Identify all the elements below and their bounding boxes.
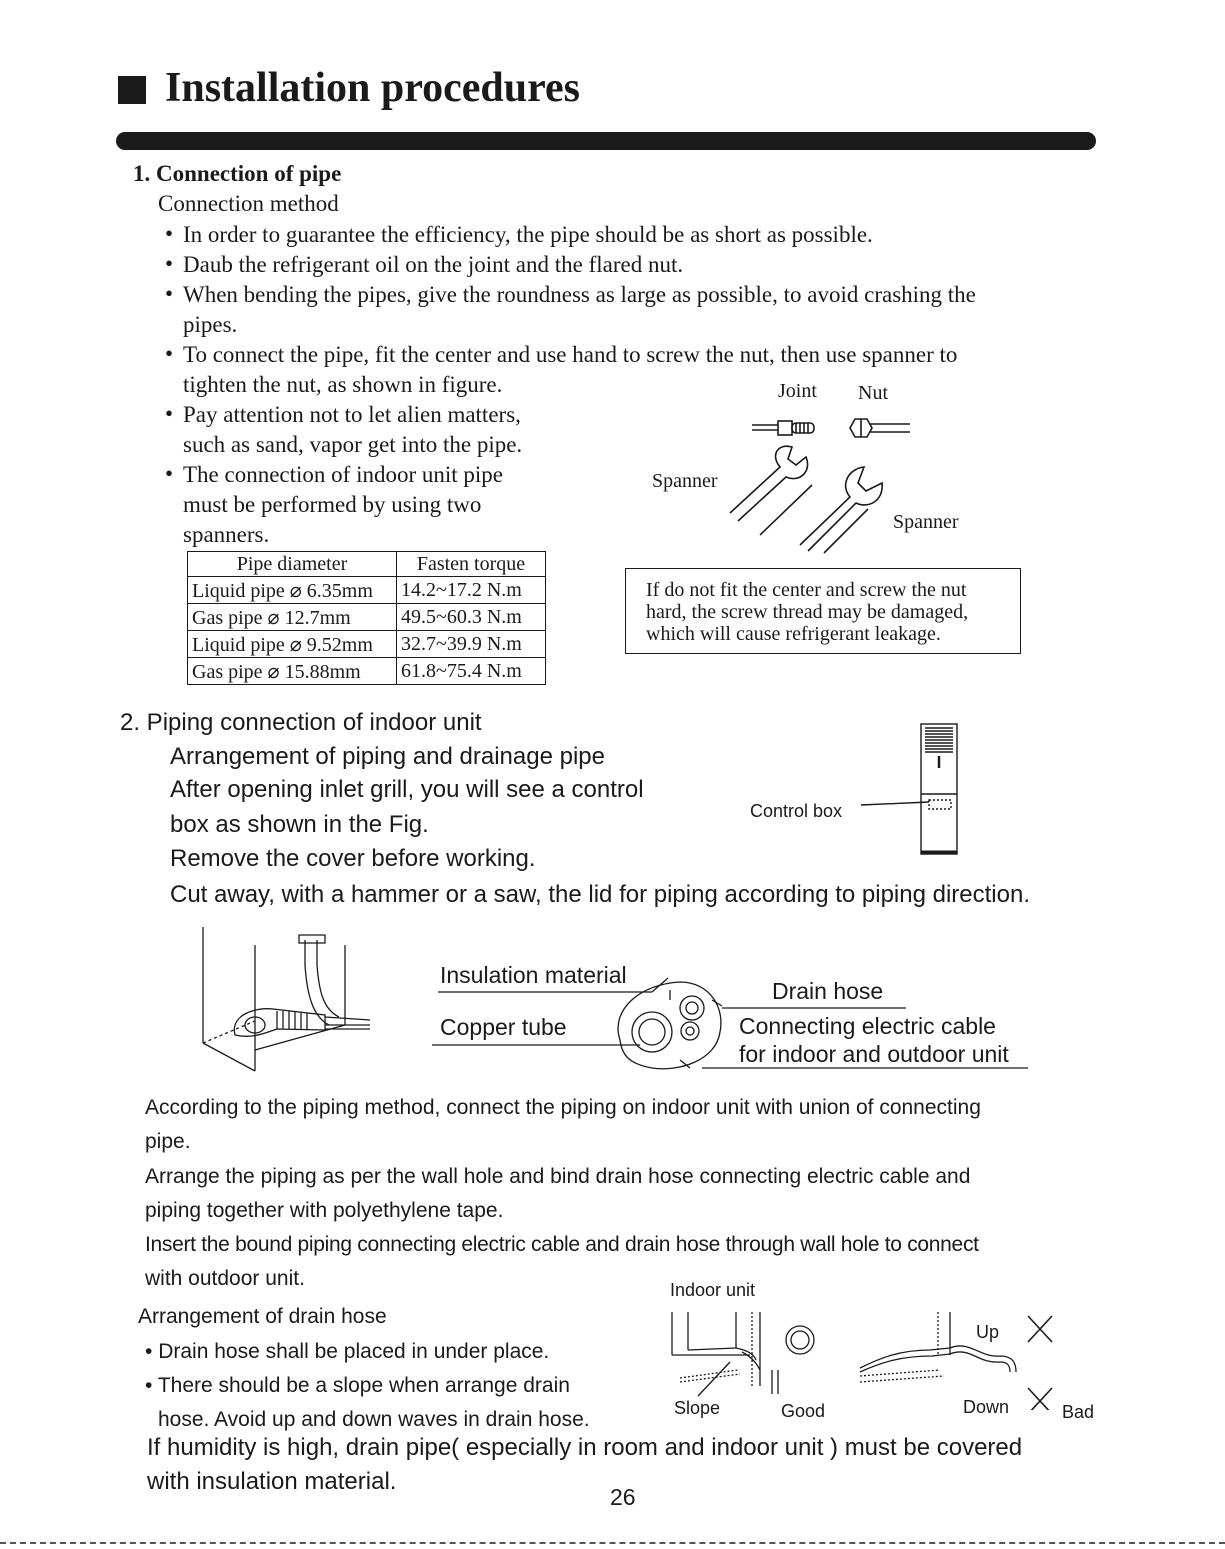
paragraph-line: Insert the bound piping connecting electric cable and drain hose through wall hole to connect	[145, 1233, 979, 1256]
warning-line: hard, the screw thread may be damaged,	[646, 601, 969, 623]
spanner-left-label: Spanner	[652, 470, 718, 492]
joint-label: Joint	[778, 380, 817, 402]
table-row	[188, 577, 546, 604]
bullet-item-continuation: such as sand, vapor get into the pipe.	[183, 432, 523, 457]
paragraph-line: According to the piping method, connect the piping on indoor unit with union of connecting	[145, 1096, 981, 1119]
section2-line: Remove the cover before working.	[170, 845, 536, 872]
footer-divider	[0, 1542, 1225, 1544]
cable-label-1: Connecting electric cable	[739, 1013, 996, 1039]
table-cell: 14.2~17.2 N.m	[397, 577, 546, 604]
section2-line: box as shown in the Fig.	[170, 811, 429, 838]
copper-label: Copper tube	[440, 1014, 567, 1040]
bullet-item-continuation: must be performed by using two	[183, 492, 482, 517]
cable-label-2: for indoor and outdoor unit	[739, 1041, 1009, 1067]
bullet-item-continuation: spanners.	[183, 522, 270, 547]
title-square-icon	[118, 76, 146, 104]
torque-table	[187, 551, 546, 685]
bullet-item: • To connect the pipe, fit the center and use hand to screw the nut, then use spanner to	[165, 341, 958, 367]
title-divider	[116, 132, 1096, 150]
bullet-item: • In order to guarantee the efficiency, the pipe should be as short as possible.	[165, 221, 873, 247]
drain-bullet: • Drain hose shall be placed in under place.	[145, 1340, 550, 1363]
paragraph-line: piping together with polyethylene tape.	[145, 1199, 504, 1222]
table-header: Pipe diameter	[188, 552, 397, 577]
table-cell: 49.5~60.3 N.m	[397, 604, 546, 631]
table-row	[188, 658, 546, 685]
up-label: Up	[976, 1322, 1000, 1342]
warning-line: If do not fit the center and screw the nut	[646, 579, 967, 601]
indoor-unit-icon	[855, 718, 965, 860]
table-row	[188, 604, 546, 631]
bullet-item: • When bending the pipes, give the roundness as large as possible, to avoid crashing the	[165, 281, 976, 307]
section2-heading: 2. Piping connection of indoor unit	[120, 709, 482, 736]
bullet-item-continuation: pipes.	[183, 312, 238, 337]
bullet-item: • Daub the refrigerant oil on the joint and the flared nut.	[165, 251, 684, 277]
bullet-item: • Pay attention not to let alien matters,	[165, 401, 521, 427]
table-cell: Gas pipe ⌀ 15.88mm	[188, 658, 397, 685]
section2-line: Cut away, with a hammer or a saw, the lid for piping according to piping direction.	[170, 881, 1030, 908]
table-cell: 32.7~39.9 N.m	[397, 631, 546, 658]
spanner-joint-nut-icon	[700, 405, 940, 555]
bad-label: Bad	[1062, 1402, 1095, 1422]
drain-bullet-continuation: hose. Avoid up and down waves in drain hose.	[158, 1408, 590, 1431]
drain-heading: Arrangement of drain hose	[138, 1305, 387, 1328]
section2-line: Arrangement of piping and drainage pipe	[170, 743, 605, 770]
table-row	[188, 631, 546, 658]
table-cell: Gas pipe ⌀ 12.7mm	[188, 604, 397, 631]
table-cell: Liquid pipe ⌀ 6.35mm	[188, 577, 397, 604]
section2-line: After opening inlet grill, you will see a control	[170, 776, 644, 803]
bullet-item: • The connection of indoor unit pipe	[165, 461, 504, 487]
warning-box	[625, 568, 1021, 654]
slope-label: Slope	[674, 1398, 721, 1418]
drain-slope-icon	[660, 1300, 1080, 1410]
table-cell: Liquid pipe ⌀ 9.52mm	[188, 631, 397, 658]
control-box-label: Control box	[750, 801, 843, 821]
down-label: Down	[963, 1397, 1010, 1417]
nut-label: Nut	[858, 382, 888, 404]
page-title: Installation procedures	[165, 65, 580, 111]
paragraph-line: with outdoor unit.	[145, 1267, 305, 1290]
section1-heading: 1. Connection of pipe	[133, 161, 342, 186]
paragraph-line: Arrange the piping as per the wall hole and bind drain hose connecting electric cable and	[145, 1165, 971, 1188]
indoor-unit-label: Indoor unit	[670, 1280, 756, 1300]
humidity-line: If humidity is high, drain pipe( especially in room and indoor unit ) must be covered	[147, 1434, 1023, 1461]
insulation-label: Insulation material	[440, 962, 627, 988]
spanner-right-label: Spanner	[893, 511, 959, 533]
drain-label: Drain hose	[772, 978, 884, 1004]
page-number: 26	[610, 1484, 636, 1510]
good-label: Good	[781, 1401, 826, 1421]
humidity-line: with insulation material.	[147, 1468, 397, 1495]
bullet-item-continuation: tighten the nut, as shown in figure.	[183, 372, 503, 397]
piping-unit-icon	[195, 925, 375, 1075]
warning-line: which will cause refrigerant leakage.	[646, 623, 941, 645]
pipe-cross-section-icon	[430, 960, 1040, 1080]
paragraph-line: pipe.	[145, 1130, 191, 1153]
table-cell: 61.8~75.4 N.m	[397, 658, 546, 685]
table-header: Fasten torque	[397, 552, 546, 577]
section1-subheading: Connection method	[158, 191, 339, 216]
drain-bullet: • There should be a slope when arrange drain	[145, 1374, 570, 1397]
